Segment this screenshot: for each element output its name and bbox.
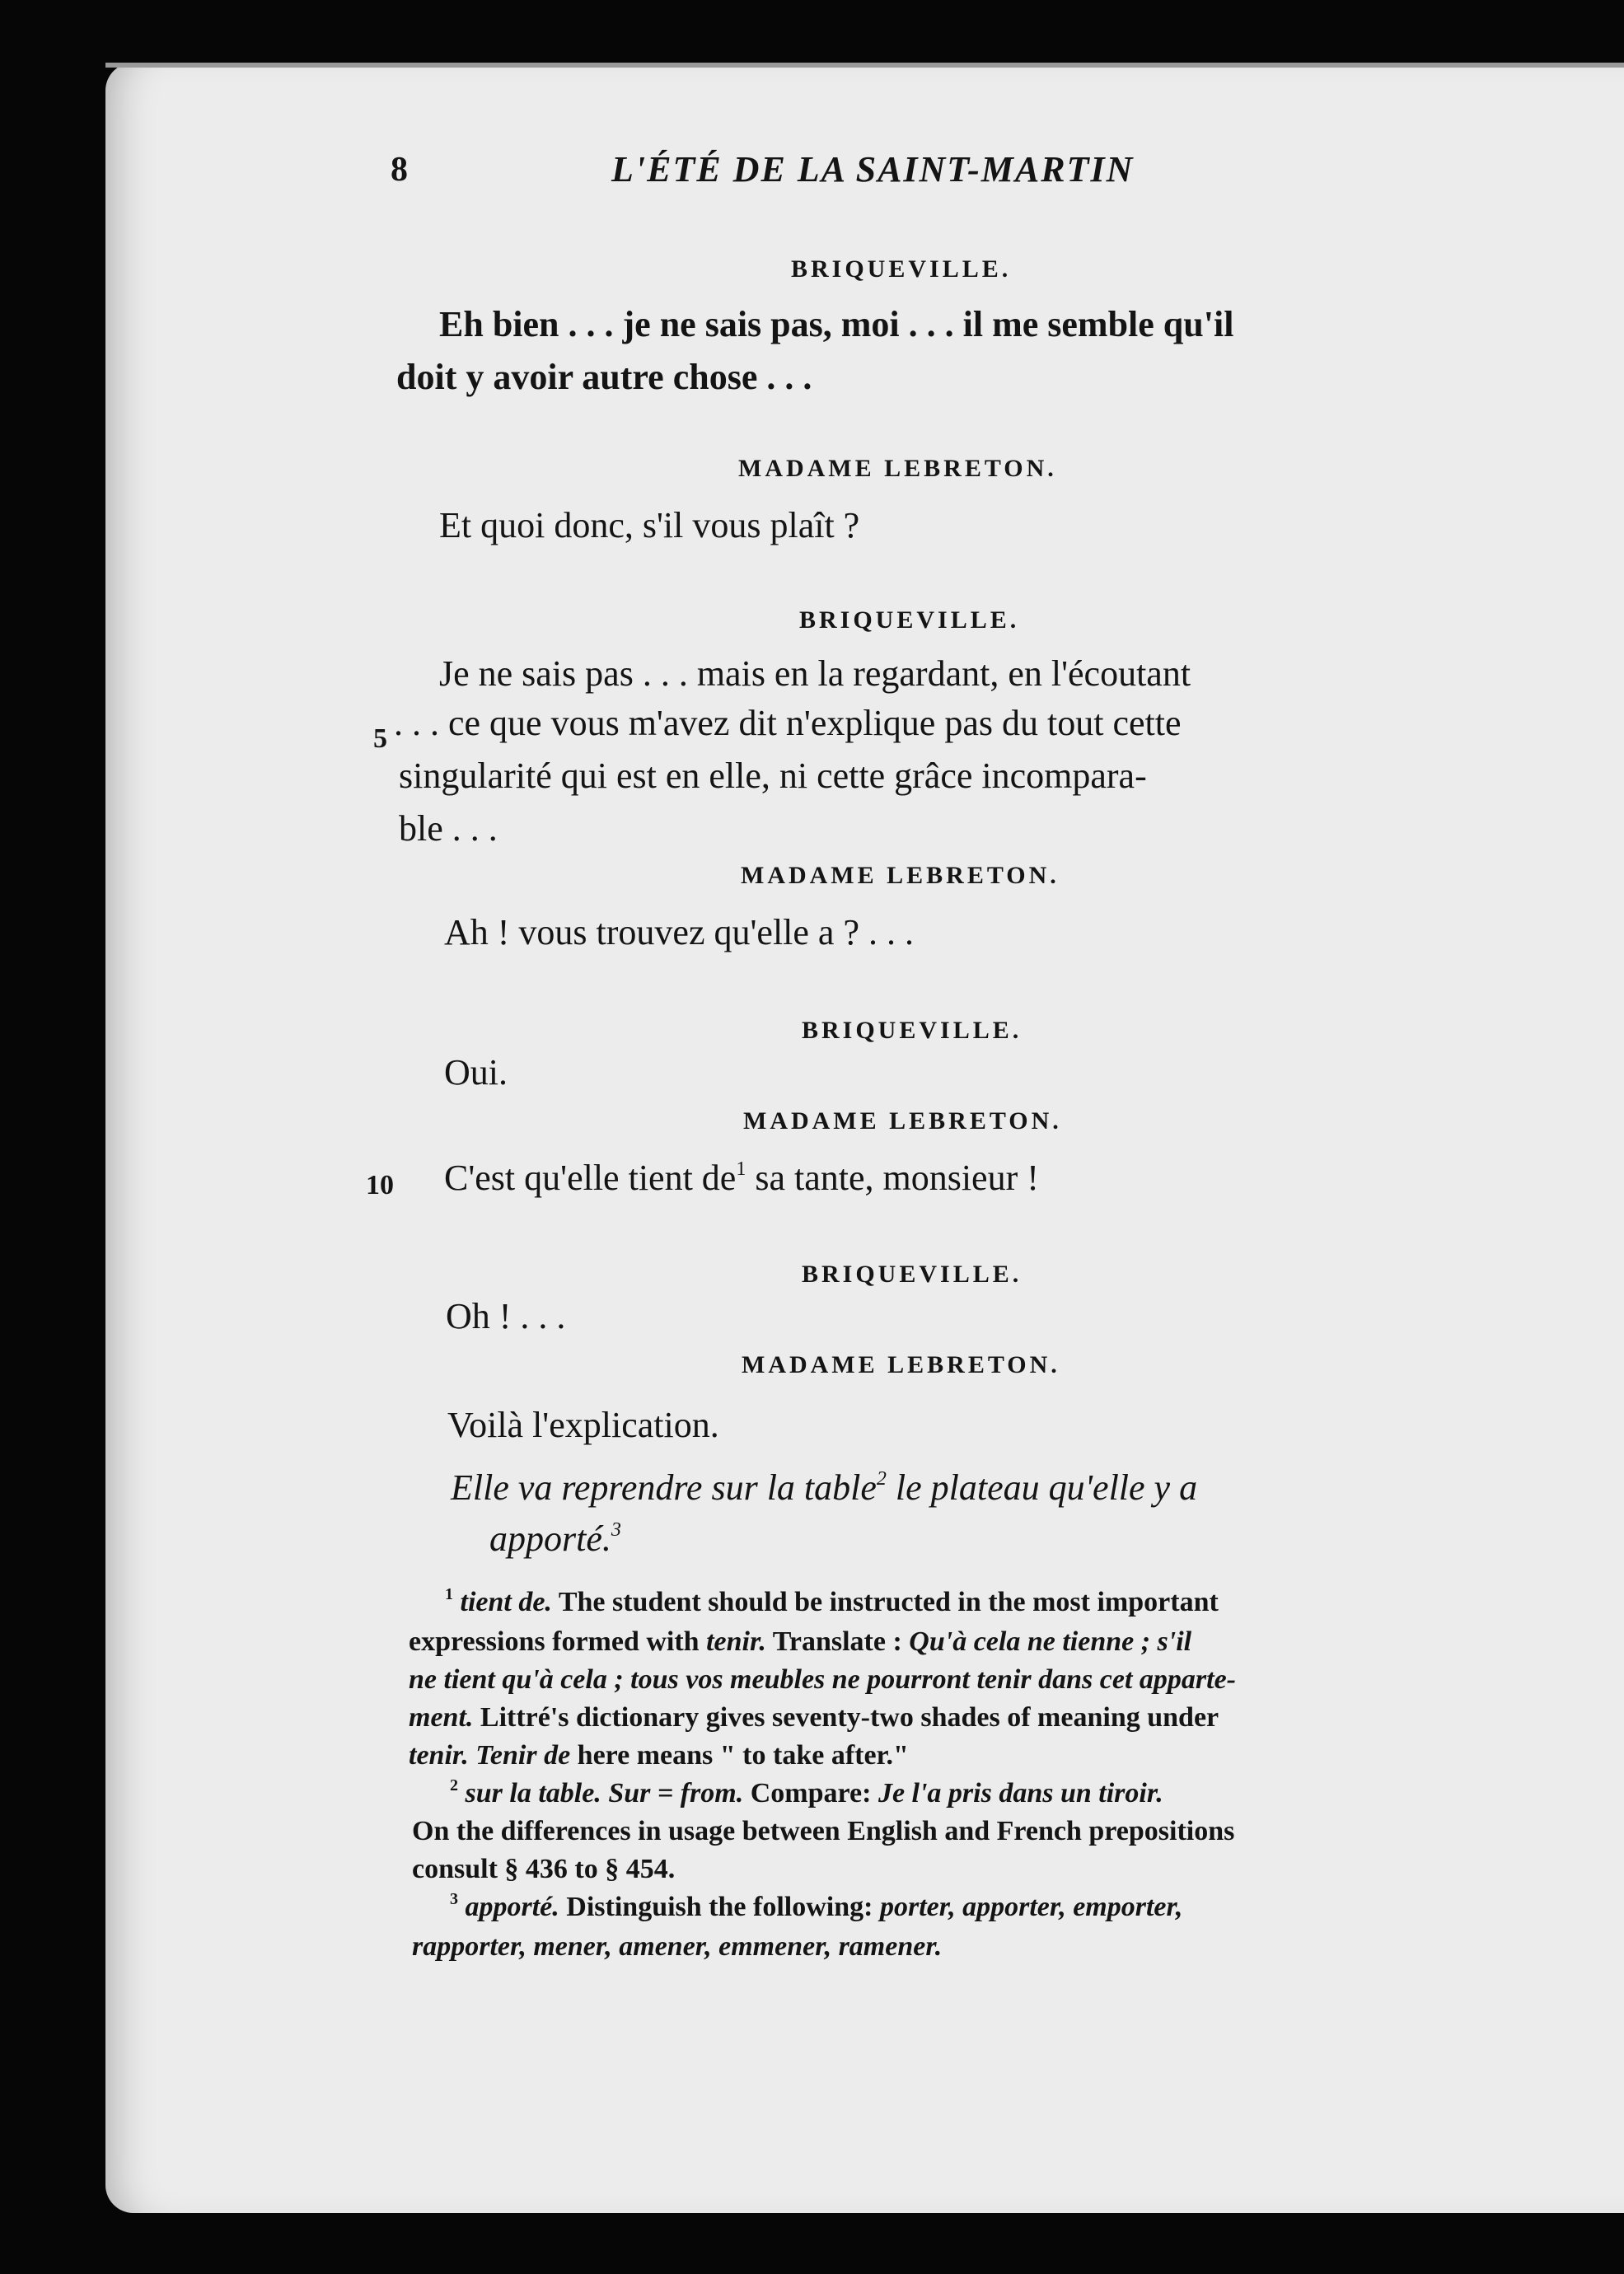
footnote-text: Translate : [765,1626,910,1657]
footnote-line: consult § 436 to § 454. [412,1854,676,1884]
footnote-line [409,1740,909,1771]
footnote-marker: 1 [445,1585,453,1603]
footnote-marker: 2 [450,1776,458,1794]
speaker-name: MADAME LEBRETON. [743,1107,1062,1135]
footnote-example: rapporter, mener, amener, emmener, ramener. [412,1931,943,1962]
dialogue-line: Je ne sais pas . . . mais en la regardant, en l'écoutant [439,653,1191,694]
speaker-name: BRIQUEVILLE. [802,1017,1023,1044]
speaker-name: MADAME LEBRETON. [738,455,1057,482]
footnote-example: porter, apporter, emporter, [879,1892,1183,1922]
line-number: 10 [366,1170,394,1200]
line-number: 5 [373,723,387,754]
dialogue-line-part: C'est qu'elle tient de [444,1158,737,1198]
speaker-name: BRIQUEVILLE. [799,606,1020,634]
dialogue-line [444,1157,1039,1199]
footnote-example: Qu'à cela ne tienne ; s'il [909,1626,1192,1657]
footnote-example: ment. [409,1702,474,1733]
footnote-text: Littré's dictionary gives seventy-two shades of meaning under [473,1702,1219,1733]
footnote-term: tient de. [460,1587,552,1617]
stage-direction-part: le plateau qu'elle y a [895,1467,1198,1508]
stage-direction-part: apporté. [489,1518,611,1559]
footnote-ref: 3 [611,1519,621,1541]
dialogue-line: Et quoi donc, s'il vous plaît ? [439,505,860,545]
speaker-name: BRIQUEVILLE. [802,1261,1023,1288]
footnote-term: Tenir de [475,1740,571,1771]
page-number: 8 [391,151,408,189]
footnote-line [445,1587,1219,1618]
footnote-line [450,1892,1182,1923]
footnote-example: ne tient qu'à cela ; tous vos meubles ne pourront tenir dans cet apparte- [409,1664,1236,1695]
dialogue-line: doit y avoir autre chose . . . [396,357,812,397]
paper-top-edge [105,63,1624,68]
dialogue-line: ble . . . [399,808,498,849]
footnote-marker: 3 [450,1890,458,1908]
dialogue-line: Oui. [444,1052,508,1093]
dialogue-line-part: sa tante, monsieur ! [755,1158,1039,1198]
footnote-term: apporté. [465,1892,559,1922]
dialogue-line: Oh ! . . . [446,1296,566,1336]
footnote-text: The student should be instructed in the most important [551,1587,1219,1617]
dialogue-line: . . . ce que vous m'avez dit n'explique pas du tout cette [394,703,1182,743]
footnote-term: tenir. [409,1740,469,1771]
footnote-line [409,1702,1219,1734]
footnote-text: here means " to take after." [570,1740,909,1771]
footnote-term: tenir. [706,1626,766,1657]
footnote-text: Distinguish the following: [559,1892,880,1922]
footnote-line [412,1931,942,1963]
footnote-example: Je l'a pris dans un tiroir. [878,1778,1163,1808]
footnote-line [409,1626,1191,1658]
footnote-text: Compare: [743,1778,878,1808]
footnote-term: sur la table. [465,1778,601,1808]
running-title: L'ÉTÉ DE LA SAINT-MARTIN [611,149,1135,190]
footnote-ref: 2 [876,1468,887,1490]
footnote-line [409,1664,1236,1696]
dialogue-line: Eh bien . . . je ne sais pas, moi . . . il me semble qu'il [439,304,1234,344]
footnote-text [469,1740,476,1771]
dialogue-line: Voilà l'explication. [447,1405,719,1445]
dialogue-line: singularité qui est en elle, ni cette grâce incompara- [399,756,1147,796]
stage-direction [489,1518,621,1560]
footnote-line [450,1778,1163,1809]
footnote-ref: 1 [736,1158,746,1180]
stage-direction [451,1467,1197,1509]
speaker-name: BRIQUEVILLE. [791,255,1012,283]
footnote-term: Sur = from. [608,1778,744,1808]
stage-direction-part: Elle va reprendre sur la table [451,1467,877,1508]
speaker-name: MADAME LEBRETON. [742,1351,1060,1378]
paper-sheet [105,63,1624,2213]
footnote-text: expressions formed with [409,1626,707,1657]
speaker-name: MADAME LEBRETON. [741,862,1060,889]
footnote-line: On the differences in usage between English and French prepositions [412,1816,1235,1846]
dialogue-line: Ah ! vous trouvez qu'elle a ? . . . [444,912,914,952]
